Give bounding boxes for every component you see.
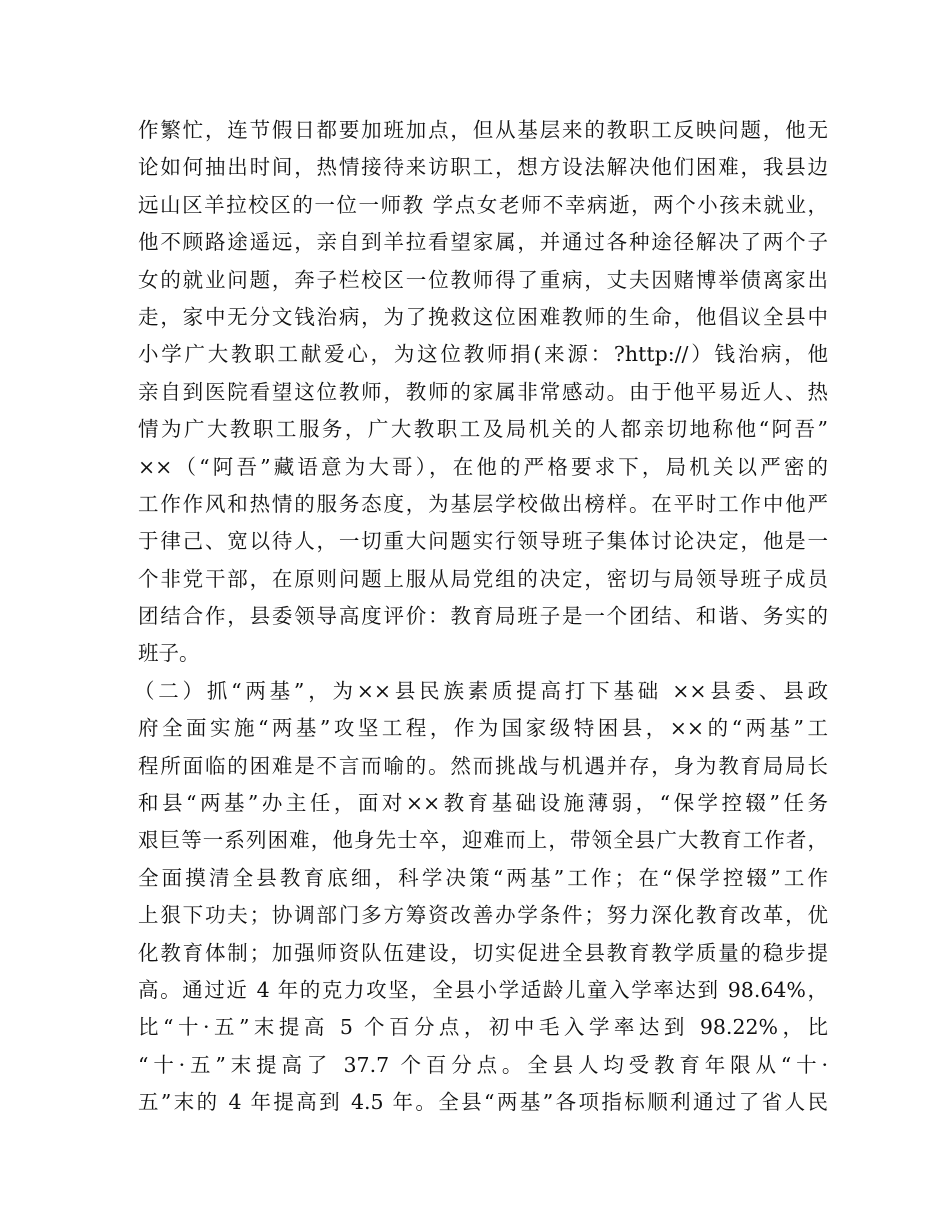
text-line: 女的就业问题，奔子栏校区一位教师得了重病，丈夫因赌博举债离家出 xyxy=(138,267,828,292)
text-line: 论如何抽出时间，热情接待来访职工，想方设法解决他们困难，我县边 xyxy=(138,155,828,180)
text-line: 高。通过近 4 年的克力攻坚，全县小学适龄儿童入学率达到 98.64%， xyxy=(138,977,828,1002)
text-line: 工作作风和热情的服务态度，为基层学校做出榜样。在平时工作中他严 xyxy=(138,491,828,516)
body-text xyxy=(134,112,828,1122)
text-line: 程所面临的困难是不言而喻的。然而挑战与机遇并存，身为教育局局长 xyxy=(138,753,828,778)
text-line: 情为广大教职工服务，广大教职工及局机关的人都亲切地称他“阿吾” xyxy=(138,417,828,442)
text-line: 化教育体制；加强师资队伍建设，切实促进全县教育教学质量的稳步提 xyxy=(138,940,828,965)
text-line: 作繁忙，连节假日都要加班加点，但从基层来的教职工反映问题，他无 xyxy=(138,118,828,142)
text-line: 远山区羊拉校区的一位一师教 学点女老师不幸病逝，两个小孩未就业， xyxy=(138,192,828,217)
section-heading-line: （二）抓“两基”，为××县民族素质提高打下基础 ××县委、县政 xyxy=(134,678,828,703)
text-line: 五”末的 4 年提高到 4.5 年。全县“两基”各项指标顺利通过了省人民 xyxy=(138,1090,828,1115)
text-line: “十·五”末提高了 37.7 个百分点。全县人均受教育年限从“十· xyxy=(138,1052,828,1077)
text-line: ××（“阿吾”藏语意为大哥），在他的严格要求下，局机关以严密的 xyxy=(138,454,828,479)
text-line: 府全面实施“两基”攻坚工程，作为国家级特困县，××的“两基”工 xyxy=(138,716,828,741)
text-line: 亲自到医院看望这位教师，教师的家属非常感动。由于他平易近人、热 xyxy=(138,379,828,404)
text-line: 比“十·五”末提高 5 个百分点，初中毛入学率达到 98.22%，比 xyxy=(138,1015,828,1040)
text-line: 团结合作，县委领导高度评价：教育局班子是一个团结、和谐、务实的 xyxy=(138,604,828,629)
text-line: 全面摸清全县教育底细，科学决策“两基”工作；在“保学控辍”工作 xyxy=(138,865,828,890)
text-line: 上狠下功夫；协调部门多方筹资改善办学条件；努力深化教育改革，优 xyxy=(138,903,828,928)
text-line: 艰巨等一系列困难，他身先士卒，迎难而上，带领全县广大教育工作者， xyxy=(138,828,828,853)
text-line: 小学广大教职工献爱心，为这位教师捐(来源：?http://）钱治病，他 xyxy=(138,342,828,367)
text-line: 走，家中无分文钱治病，为了挽救这位困难教师的生命，他倡议全县中 xyxy=(138,304,828,329)
text-line: 班子。 xyxy=(138,641,200,666)
text-line: 他不顾路途遥远，亲自到羊拉看望家属，并通过各种途径解决了两个子 xyxy=(138,230,828,255)
text-line: 个非党干部，在原则问题上服从局党组的决定，密切与局领导班子成员 xyxy=(138,566,828,591)
text-line: 和县“两基”办主任，面对××教育基础设施薄弱，“保学控辍”任务 xyxy=(138,791,828,816)
text-line: 于律己、宽以待人，一切重大问题实行领导班子集体讨论决定，他是一 xyxy=(138,529,828,554)
